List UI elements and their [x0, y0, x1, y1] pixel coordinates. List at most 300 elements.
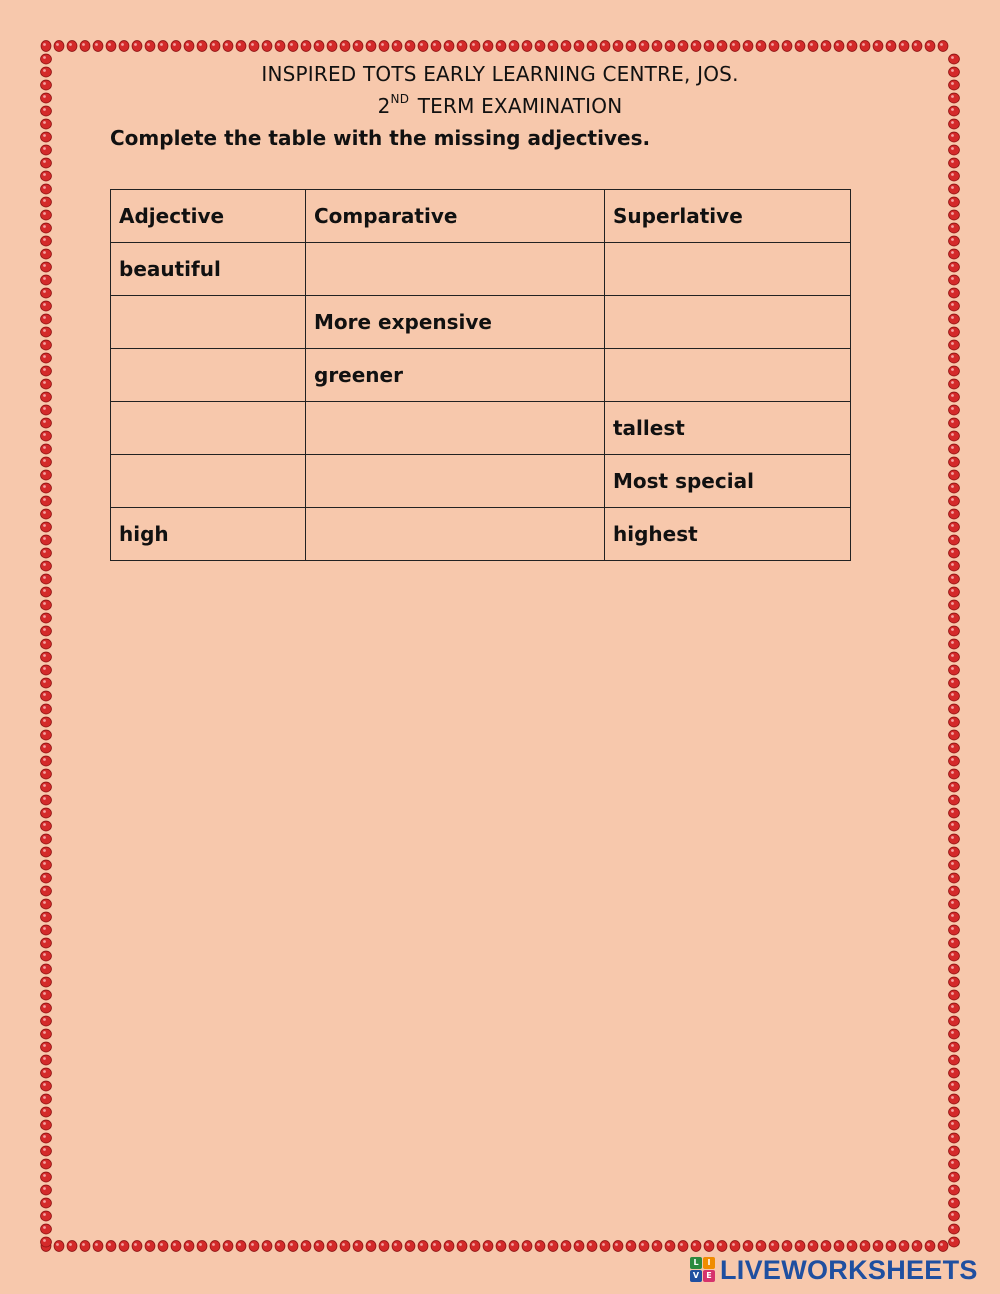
border-bead-highlight	[951, 485, 954, 488]
cell-adjective[interactable]	[111, 455, 306, 508]
border-bead-highlight	[951, 1096, 954, 1099]
border-bead-highlight	[43, 329, 46, 332]
border-bead	[860, 1241, 870, 1252]
border-bead	[949, 704, 960, 714]
border-bead	[626, 41, 636, 52]
border-bead-highlight	[951, 563, 954, 566]
border-bead	[41, 652, 52, 662]
border-bead	[938, 41, 948, 52]
border-bead-highlight	[43, 680, 46, 683]
border-bead	[949, 938, 960, 948]
cell-adjective[interactable]	[111, 296, 306, 349]
border-bead-highlight	[43, 914, 46, 917]
border-bead-highlight	[951, 121, 954, 124]
border-bead	[288, 1241, 298, 1252]
border-bead-highlight	[82, 43, 85, 46]
cell-comparative[interactable]: greener	[306, 349, 605, 402]
border-bead	[949, 756, 960, 766]
border-bead-highlight	[602, 1243, 605, 1246]
border-bead	[949, 795, 960, 805]
border-bead-highlight	[732, 1243, 735, 1246]
border-bead	[769, 1241, 779, 1252]
border-bead	[431, 1241, 441, 1252]
border-bead	[496, 1241, 506, 1252]
exam-title-rest: TERM EXAMINATION	[411, 94, 623, 118]
border-bead-highlight	[951, 784, 954, 787]
border-bead-highlight	[43, 875, 46, 878]
border-bead-highlight	[615, 43, 618, 46]
border-bead	[834, 41, 844, 52]
border-bead-highlight	[951, 524, 954, 527]
border-bead	[41, 925, 52, 935]
border-bead-highlight	[108, 43, 111, 46]
border-bead	[949, 210, 960, 220]
border-bead	[41, 327, 52, 337]
border-bead-highlight	[951, 550, 954, 553]
border-bead	[41, 210, 52, 220]
cell-superlative[interactable]: highest	[605, 508, 851, 561]
border-bead	[41, 678, 52, 688]
border-bead-highlight	[43, 706, 46, 709]
border-bead	[949, 353, 960, 363]
cell-superlative[interactable]	[605, 243, 851, 296]
border-bead-highlight	[951, 1161, 954, 1164]
border-bead	[949, 1237, 960, 1247]
border-bead	[106, 41, 116, 52]
border-bead-highlight	[43, 953, 46, 956]
border-bead	[949, 587, 960, 597]
border-bead-highlight	[951, 56, 954, 59]
border-bead-highlight	[407, 43, 410, 46]
border-bead-highlight	[121, 43, 124, 46]
border-bead	[717, 1241, 727, 1252]
cell-superlative[interactable]: tallest	[605, 402, 851, 455]
border-bead-highlight	[951, 862, 954, 865]
border-bead	[470, 1241, 480, 1252]
border-bead-highlight	[43, 459, 46, 462]
border-bead-highlight	[951, 329, 954, 332]
border-bead	[949, 912, 960, 922]
border-bead	[949, 483, 960, 493]
border-bead-highlight	[951, 277, 954, 280]
border-bead	[873, 41, 883, 52]
border-bead	[41, 158, 52, 168]
border-bead	[379, 1241, 389, 1252]
border-bead	[949, 184, 960, 194]
border-bead	[949, 1094, 960, 1104]
border-bead	[132, 1241, 142, 1252]
border-bead-highlight	[43, 836, 46, 839]
border-bead-highlight	[342, 1243, 345, 1246]
cell-superlative[interactable]: Most special	[605, 455, 851, 508]
border-bead	[949, 1016, 960, 1026]
border-bead	[41, 431, 52, 441]
border-bead	[652, 41, 662, 52]
border-bead	[949, 1029, 960, 1039]
cell-comparative[interactable]	[306, 455, 605, 508]
border-bead-highlight	[927, 1243, 930, 1246]
border-bead	[717, 41, 727, 52]
border-bead	[457, 1241, 467, 1252]
border-bead	[949, 158, 960, 168]
border-bead	[949, 444, 960, 454]
border-bead	[41, 405, 52, 415]
border-bead-highlight	[43, 823, 46, 826]
border-bead-highlight	[43, 745, 46, 748]
border-bead-highlight	[771, 43, 774, 46]
border-bead	[275, 1241, 285, 1252]
border-bead	[132, 41, 142, 52]
border-bead	[314, 1241, 324, 1252]
border-bead	[949, 171, 960, 181]
cell-comparative[interactable]	[306, 508, 605, 561]
border-bead	[41, 483, 52, 493]
border-bead-highlight	[43, 147, 46, 150]
border-bead	[535, 1241, 545, 1252]
border-bead	[119, 41, 129, 52]
border-bead-highlight	[459, 43, 462, 46]
border-bead	[665, 41, 675, 52]
border-bead	[80, 1241, 90, 1252]
border-bead-highlight	[563, 43, 566, 46]
border-bead	[821, 1241, 831, 1252]
border-bead-highlight	[43, 641, 46, 644]
border-bead	[949, 977, 960, 987]
border-bead	[743, 1241, 753, 1252]
border-bead-highlight	[446, 1243, 449, 1246]
border-bead-highlight	[771, 1243, 774, 1246]
border-bead-highlight	[951, 1044, 954, 1047]
border-bead-highlight	[951, 654, 954, 657]
border-bead	[949, 431, 960, 441]
border-bead	[483, 1241, 493, 1252]
border-bead-highlight	[43, 446, 46, 449]
border-bead	[54, 1241, 64, 1252]
border-bead	[41, 1003, 52, 1013]
border-bead	[949, 808, 960, 818]
border-bead	[41, 795, 52, 805]
border-bead-highlight	[951, 706, 954, 709]
border-bead	[949, 964, 960, 974]
border-bead	[548, 41, 558, 52]
border-bead-highlight	[43, 407, 46, 410]
border-bead	[41, 730, 52, 740]
border-bead-highlight	[43, 212, 46, 215]
border-bead	[41, 1198, 52, 1208]
border-bead-highlight	[951, 472, 954, 475]
border-bead-highlight	[43, 277, 46, 280]
border-bead-highlight	[875, 1243, 878, 1246]
border-bead-highlight	[186, 43, 189, 46]
border-bead-highlight	[43, 1174, 46, 1177]
border-bead-highlight	[576, 1243, 579, 1246]
border-bead-highlight	[43, 1200, 46, 1203]
border-bead	[949, 1146, 960, 1156]
cell-comparative[interactable]: More expensive	[306, 296, 605, 349]
border-bead-highlight	[108, 1243, 111, 1246]
cell-comparative[interactable]	[306, 402, 605, 455]
border-bead-highlight	[43, 316, 46, 319]
border-bead-highlight	[355, 1243, 358, 1246]
border-bead-highlight	[43, 797, 46, 800]
border-bead	[41, 899, 52, 909]
border-bead-highlight	[316, 1243, 319, 1246]
border-bead-highlight	[368, 1243, 371, 1246]
border-bead-highlight	[173, 1243, 176, 1246]
border-bead	[899, 1241, 909, 1252]
border-bead-highlight	[43, 654, 46, 657]
border-bead	[949, 1107, 960, 1117]
border-bead-highlight	[43, 927, 46, 930]
border-bead	[561, 41, 571, 52]
cell-comparative[interactable]	[306, 243, 605, 296]
liveworksheets-logo[interactable]	[690, 1254, 990, 1286]
border-bead-highlight	[951, 368, 954, 371]
border-bead	[353, 1241, 363, 1252]
cell-adjective[interactable]: beautiful	[111, 243, 306, 296]
border-bead-highlight	[784, 1243, 787, 1246]
border-bead-highlight	[43, 901, 46, 904]
border-bead	[418, 41, 428, 52]
border-bead-highlight	[951, 1135, 954, 1138]
border-bead-highlight	[951, 849, 954, 852]
border-bead	[678, 1241, 688, 1252]
border-bead-highlight	[951, 745, 954, 748]
border-bead-highlight	[43, 563, 46, 566]
border-bead	[327, 41, 337, 52]
border-bead-highlight	[862, 43, 865, 46]
border-bead-highlight	[951, 1031, 954, 1034]
border-bead	[912, 1241, 922, 1252]
border-bead-highlight	[95, 43, 98, 46]
border-bead	[949, 652, 960, 662]
border-bead	[522, 1241, 532, 1252]
border-bead-highlight	[862, 1243, 865, 1246]
border-bead	[743, 41, 753, 52]
table-row	[111, 402, 851, 455]
border-bead-highlight	[43, 173, 46, 176]
border-bead-highlight	[277, 43, 280, 46]
border-bead	[949, 990, 960, 1000]
border-bead	[704, 1241, 714, 1252]
border-bead-highlight	[43, 43, 46, 46]
border-bead-highlight	[576, 43, 579, 46]
border-bead	[197, 41, 207, 52]
cell-adjective[interactable]	[111, 402, 306, 455]
border-bead	[41, 236, 52, 246]
border-bead-highlight	[951, 966, 954, 969]
border-bead	[949, 574, 960, 584]
border-bead-highlight	[43, 1226, 46, 1229]
border-bead	[366, 1241, 376, 1252]
border-bead-highlight	[199, 1243, 202, 1246]
border-bead	[392, 1241, 402, 1252]
border-bead-highlight	[901, 43, 904, 46]
cell-adjective[interactable]: high	[111, 508, 306, 561]
border-bead-highlight	[277, 1243, 280, 1246]
border-bead-highlight	[43, 381, 46, 384]
border-bead	[949, 730, 960, 740]
border-bead-highlight	[537, 1243, 540, 1246]
border-bead-highlight	[641, 1243, 644, 1246]
border-bead-highlight	[43, 498, 46, 501]
border-bead-highlight	[290, 1243, 293, 1246]
border-bead	[119, 1241, 129, 1252]
border-bead	[847, 41, 857, 52]
border-bead-highlight	[43, 966, 46, 969]
border-bead-highlight	[758, 43, 761, 46]
border-bead	[574, 41, 584, 52]
border-bead	[41, 587, 52, 597]
border-bead	[249, 41, 259, 52]
border-bead	[340, 41, 350, 52]
border-bead-highlight	[147, 1243, 150, 1246]
border-bead	[949, 366, 960, 376]
border-bead	[158, 1241, 168, 1252]
border-bead-highlight	[212, 1243, 215, 1246]
border-bead-highlight	[641, 43, 644, 46]
border-bead-highlight	[43, 1005, 46, 1008]
border-bead	[782, 1241, 792, 1252]
border-bead	[41, 691, 52, 701]
border-bead	[41, 457, 52, 467]
border-bead-highlight	[342, 43, 345, 46]
border-bead-highlight	[951, 537, 954, 540]
border-bead-highlight	[951, 628, 954, 631]
border-bead	[41, 1237, 52, 1247]
border-bead	[41, 626, 52, 636]
border-bead	[93, 41, 103, 52]
border-bead	[639, 41, 649, 52]
border-bead-highlight	[951, 875, 954, 878]
border-bead-highlight	[667, 43, 670, 46]
border-bead-highlight	[951, 667, 954, 670]
border-bead	[949, 600, 960, 610]
border-bead	[41, 418, 52, 428]
border-bead	[949, 1120, 960, 1130]
border-bead-highlight	[628, 43, 631, 46]
border-bead	[41, 119, 52, 129]
border-bead-highlight	[951, 1148, 954, 1151]
table-header-row	[111, 190, 851, 243]
border-bead	[41, 145, 52, 155]
border-bead-highlight	[940, 1243, 943, 1246]
header-adjective: Adjective	[111, 190, 306, 243]
border-bead	[949, 626, 960, 636]
border-bead	[41, 938, 52, 948]
border-bead	[41, 132, 52, 142]
border-bead-highlight	[951, 290, 954, 293]
border-bead	[288, 41, 298, 52]
cell-superlative[interactable]	[605, 296, 851, 349]
border-bead	[949, 834, 960, 844]
border-bead-highlight	[43, 1096, 46, 1099]
border-bead-highlight	[951, 680, 954, 683]
border-bead-highlight	[43, 784, 46, 787]
border-bead	[41, 756, 52, 766]
border-bead	[782, 41, 792, 52]
border-bead-highlight	[420, 43, 423, 46]
border-bead-highlight	[550, 43, 553, 46]
border-bead-highlight	[43, 979, 46, 982]
border-bead	[470, 41, 480, 52]
border-bead	[949, 925, 960, 935]
border-bead-highlight	[225, 43, 228, 46]
border-bead	[41, 600, 52, 610]
border-bead-highlight	[784, 43, 787, 46]
border-bead	[41, 860, 52, 870]
border-bead	[949, 561, 960, 571]
border-bead-highlight	[940, 43, 943, 46]
border-bead-highlight	[290, 43, 293, 46]
border-bead	[665, 1241, 675, 1252]
border-bead-highlight	[951, 992, 954, 995]
border-bead	[41, 171, 52, 181]
liveworksheets-logo-text: LIVEWORKSHEETS	[720, 1254, 978, 1285]
border-bead-highlight	[43, 1122, 46, 1125]
border-bead-highlight	[914, 1243, 917, 1246]
border-bead-highlight	[43, 368, 46, 371]
border-bead-highlight	[43, 1239, 46, 1242]
border-bead-highlight	[498, 1243, 501, 1246]
border-bead-highlight	[951, 498, 954, 501]
border-bead-highlight	[951, 615, 954, 618]
border-bead-highlight	[160, 1243, 163, 1246]
border-bead-highlight	[43, 1018, 46, 1021]
border-bead	[587, 1241, 597, 1252]
border-bead	[171, 41, 181, 52]
border-bead-highlight	[654, 1243, 657, 1246]
border-bead-highlight	[951, 901, 954, 904]
border-bead	[949, 899, 960, 909]
border-bead-highlight	[43, 511, 46, 514]
border-bead-highlight	[329, 43, 332, 46]
border-bead	[949, 548, 960, 558]
border-bead-highlight	[238, 43, 241, 46]
border-bead-highlight	[43, 719, 46, 722]
border-bead-highlight	[43, 628, 46, 631]
table-row	[111, 243, 851, 296]
border-bead	[678, 41, 688, 52]
cell-superlative[interactable]	[605, 349, 851, 402]
border-bead-highlight	[951, 1200, 954, 1203]
border-bead-highlight	[56, 43, 59, 46]
border-bead-highlight	[43, 1161, 46, 1164]
table-row	[111, 455, 851, 508]
header-superlative: Superlative	[605, 190, 851, 243]
border-bead	[613, 1241, 623, 1252]
border-bead-highlight	[732, 43, 735, 46]
border-bead	[67, 41, 77, 52]
border-bead-highlight	[951, 251, 954, 254]
border-bead-highlight	[951, 953, 954, 956]
border-bead-highlight	[888, 1243, 891, 1246]
border-bead-highlight	[173, 43, 176, 46]
border-bead	[949, 496, 960, 506]
cell-adjective[interactable]	[111, 349, 306, 402]
border-bead	[145, 41, 155, 52]
border-bead-highlight	[810, 1243, 813, 1246]
border-bead-highlight	[43, 394, 46, 397]
border-bead	[41, 340, 52, 350]
border-bead	[171, 1241, 181, 1252]
border-bead-highlight	[914, 43, 917, 46]
border-bead	[652, 1241, 662, 1252]
border-bead-highlight	[589, 1243, 592, 1246]
border-bead-highlight	[823, 1243, 826, 1246]
border-bead	[949, 1211, 960, 1221]
border-bead	[41, 353, 52, 363]
